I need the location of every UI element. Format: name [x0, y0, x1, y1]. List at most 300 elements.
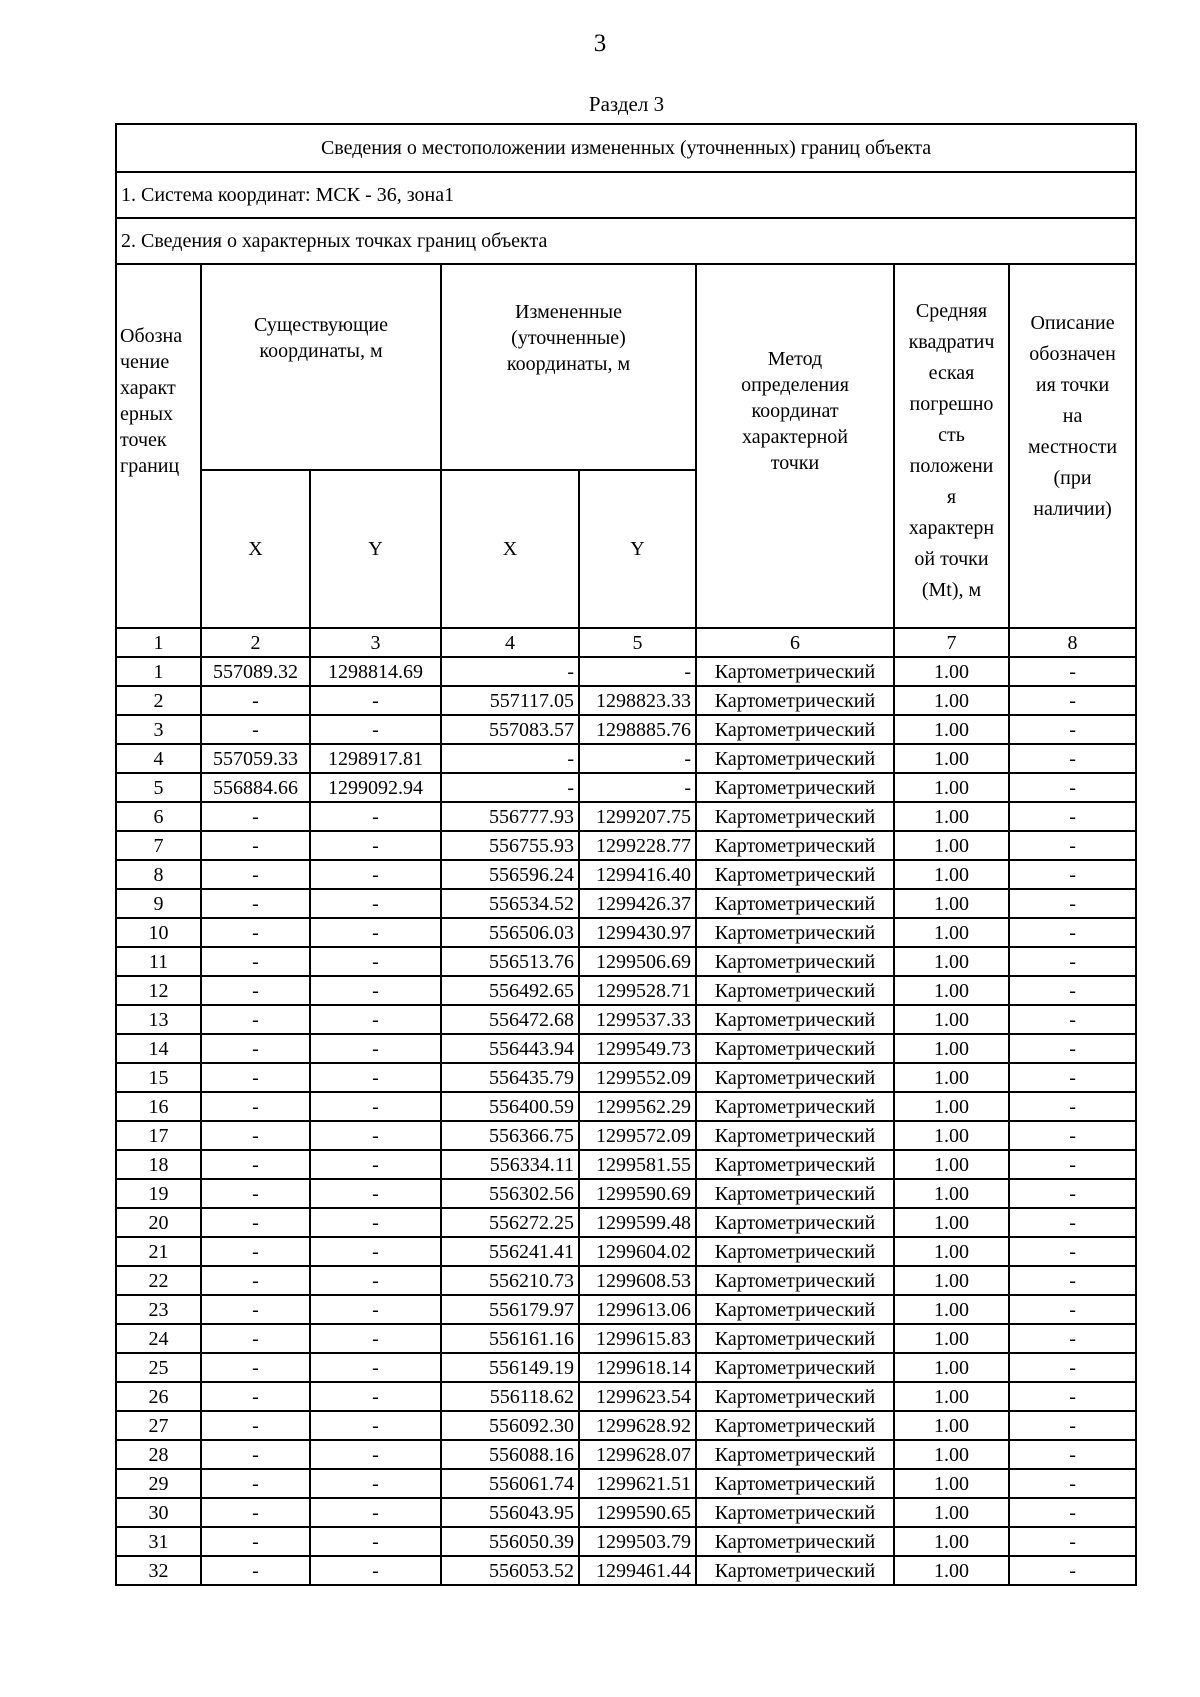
existing-x: -: [201, 715, 310, 744]
mean-error-cell: 1.00: [894, 918, 1009, 947]
table-row: [116, 686, 1136, 715]
existing-y: -: [310, 947, 441, 976]
changed-y: 1299537.33: [579, 1005, 696, 1034]
mean-error-cell: 1.00: [894, 889, 1009, 918]
existing-x: 557089.32: [201, 657, 310, 686]
existing-x: -: [201, 1382, 310, 1411]
table-row: [116, 1063, 1136, 1092]
point-id: 11: [116, 947, 201, 976]
changed-x: 556366.75: [441, 1121, 579, 1150]
existing-y: -: [310, 1150, 441, 1179]
description-cell: -: [1009, 831, 1136, 860]
changed-y: -: [579, 744, 696, 773]
point-id: 22: [116, 1266, 201, 1295]
method-cell: Картометрический: [696, 976, 894, 1005]
method-cell: Картометрический: [696, 773, 894, 802]
column-number: 3: [310, 628, 441, 657]
table-row: [116, 1179, 1136, 1208]
existing-y: -: [310, 918, 441, 947]
existing-x: -: [201, 918, 310, 947]
existing-y: -: [310, 1063, 441, 1092]
description-cell: -: [1009, 715, 1136, 744]
table-row: [116, 1237, 1136, 1266]
mean-error-cell: 1.00: [894, 976, 1009, 1005]
column-number: 5: [579, 628, 696, 657]
point-id: 6: [116, 802, 201, 831]
header-point-designation: [116, 264, 201, 628]
existing-y: -: [310, 860, 441, 889]
table-row: [116, 1295, 1136, 1324]
changed-x: 556241.41: [441, 1237, 579, 1266]
description-cell: -: [1009, 657, 1136, 686]
existing-x: -: [201, 1237, 310, 1266]
point-id: 1: [116, 657, 201, 686]
mean-error-cell: 1.00: [894, 1469, 1009, 1498]
description-cell: -: [1009, 1092, 1136, 1121]
method-cell: Картометрический: [696, 1324, 894, 1353]
changed-x: 556334.11: [441, 1150, 579, 1179]
changed-y: 1299430.97: [579, 918, 696, 947]
method-cell: Картометрический: [696, 1382, 894, 1411]
table-row: [116, 1150, 1136, 1179]
changed-y: 1299581.55: [579, 1150, 696, 1179]
point-id: 14: [116, 1034, 201, 1063]
column-number: 8: [1009, 628, 1136, 657]
mean-error-cell: 1.00: [894, 802, 1009, 831]
mean-error-cell: 1.00: [894, 1121, 1009, 1150]
existing-y: -: [310, 1382, 441, 1411]
table-row: [116, 976, 1136, 1005]
mean-error-cell: 1.00: [894, 1382, 1009, 1411]
table-row: [116, 1527, 1136, 1556]
changed-x: 556149.19: [441, 1353, 579, 1382]
table-row: [116, 802, 1136, 831]
table-row: [116, 744, 1136, 773]
point-id: 17: [116, 1121, 201, 1150]
coordinate-system: 1. Система координат: МСК - 36, зона1: [116, 172, 1136, 218]
existing-y: -: [310, 802, 441, 831]
changed-x: 556443.94: [441, 1034, 579, 1063]
changed-y: 1299604.02: [579, 1237, 696, 1266]
mean-error-cell: 1.00: [894, 1266, 1009, 1295]
existing-x: -: [201, 1295, 310, 1324]
changed-x: 556506.03: [441, 918, 579, 947]
method-cell: Картометрический: [696, 1469, 894, 1498]
point-id: 28: [116, 1440, 201, 1469]
existing-y: -: [310, 889, 441, 918]
point-id: 12: [116, 976, 201, 1005]
method-cell: Картометрический: [696, 1527, 894, 1556]
existing-x: -: [201, 1324, 310, 1353]
changed-x: 556777.93: [441, 802, 579, 831]
changed-y: 1298885.76: [579, 715, 696, 744]
header-changed-coordinates: [441, 264, 696, 470]
changed-y: 1299590.69: [579, 1179, 696, 1208]
table-row: [116, 1440, 1136, 1469]
existing-x: -: [201, 947, 310, 976]
description-cell: -: [1009, 1150, 1136, 1179]
changed-x: 556472.68: [441, 1005, 579, 1034]
table-row: [116, 1353, 1136, 1382]
existing-y: -: [310, 1324, 441, 1353]
method-cell: Картометрический: [696, 1237, 894, 1266]
table-row: [116, 889, 1136, 918]
changed-x: 556050.39: [441, 1527, 579, 1556]
existing-y: -: [310, 1469, 441, 1498]
method-cell: Картометрический: [696, 1440, 894, 1469]
description-cell: -: [1009, 1266, 1136, 1295]
point-id: 26: [116, 1382, 201, 1411]
changed-y: 1299562.29: [579, 1092, 696, 1121]
method-cell: Картометрический: [696, 947, 894, 976]
point-id: 31: [116, 1527, 201, 1556]
header-mean-error-text: Средняя квадратич еская погрешно сть положени я характерн ой точки (Mt), м: [908, 300, 995, 601]
existing-y: -: [310, 1034, 441, 1063]
header-existing-y: Y: [310, 470, 441, 628]
point-id: 32: [116, 1556, 201, 1585]
changed-x: 556092.30: [441, 1411, 579, 1440]
existing-y: -: [310, 1498, 441, 1527]
changed-y: 1299621.51: [579, 1469, 696, 1498]
mean-error-cell: 1.00: [894, 831, 1009, 860]
point-id: 5: [116, 773, 201, 802]
mean-error-cell: 1.00: [894, 686, 1009, 715]
changed-x: 556053.52: [441, 1556, 579, 1585]
method-cell: Картометрический: [696, 802, 894, 831]
method-cell: Картометрический: [696, 744, 894, 773]
mean-error-cell: 1.00: [894, 715, 1009, 744]
header-method-text: Метод определения координат характерной точки: [741, 348, 849, 474]
description-cell: -: [1009, 1411, 1136, 1440]
mean-error-cell: 1.00: [894, 1411, 1009, 1440]
existing-x: -: [201, 1556, 310, 1585]
table-row: [116, 715, 1136, 744]
point-id: 21: [116, 1237, 201, 1266]
point-id: 25: [116, 1353, 201, 1382]
mean-error-cell: 1.00: [894, 1034, 1009, 1063]
description-cell: -: [1009, 1440, 1136, 1469]
description-cell: -: [1009, 1353, 1136, 1382]
header-changed-coordinates-text: Измененные (уточненные) координаты, м: [506, 301, 631, 375]
changed-x: 556088.16: [441, 1440, 579, 1469]
point-id: 29: [116, 1469, 201, 1498]
changed-y: 1299599.48: [579, 1208, 696, 1237]
header-point-designation-text: Обозна чение характ ерных точек границ: [120, 325, 183, 477]
description-cell: -: [1009, 1237, 1136, 1266]
changed-x: 556596.24: [441, 860, 579, 889]
method-cell: Картометрический: [696, 686, 894, 715]
description-cell: -: [1009, 947, 1136, 976]
changed-x: 556043.95: [441, 1498, 579, 1527]
table-row: [116, 1005, 1136, 1034]
coordinates-table: [115, 123, 1137, 1586]
header-method: [696, 264, 894, 628]
changed-x: 556492.65: [441, 976, 579, 1005]
column-number-row: [116, 628, 1136, 657]
changed-y: 1299506.69: [579, 947, 696, 976]
column-number: 2: [201, 628, 310, 657]
existing-x: -: [201, 1005, 310, 1034]
mean-error-cell: 1.00: [894, 1498, 1009, 1527]
description-cell: -: [1009, 802, 1136, 831]
existing-x: -: [201, 860, 310, 889]
method-cell: Картометрический: [696, 657, 894, 686]
changed-x: 556210.73: [441, 1266, 579, 1295]
header-existing-x: X: [201, 470, 310, 628]
changed-y: 1299608.53: [579, 1266, 696, 1295]
header-description: [1009, 264, 1136, 628]
table-row: [116, 1092, 1136, 1121]
table-row: [116, 860, 1136, 889]
existing-y: -: [310, 1092, 441, 1121]
description-cell: -: [1009, 1382, 1136, 1411]
description-cell: -: [1009, 1469, 1136, 1498]
method-cell: Картометрический: [696, 1411, 894, 1440]
existing-x: -: [201, 1527, 310, 1556]
existing-y: -: [310, 1527, 441, 1556]
column-number: 4: [441, 628, 579, 657]
point-id: 15: [116, 1063, 201, 1092]
description-cell: -: [1009, 1324, 1136, 1353]
existing-y: 1298917.81: [310, 744, 441, 773]
method-cell: Картометрический: [696, 1498, 894, 1527]
table-row: [116, 1208, 1136, 1237]
method-cell: Картометрический: [696, 1295, 894, 1324]
existing-x: -: [201, 1266, 310, 1295]
existing-x: -: [201, 686, 310, 715]
header-changed-x: X: [441, 470, 579, 628]
existing-x: -: [201, 1092, 310, 1121]
column-number: 7: [894, 628, 1009, 657]
changed-x: 556755.93: [441, 831, 579, 860]
description-cell: -: [1009, 1121, 1136, 1150]
changed-y: 1299416.40: [579, 860, 696, 889]
header-description-text: Описание обозначен ия точки на местности (при наличии): [1027, 311, 1118, 520]
description-cell: -: [1009, 1179, 1136, 1208]
changed-y: 1299628.92: [579, 1411, 696, 1440]
existing-x: -: [201, 1208, 310, 1237]
changed-y: 1299572.09: [579, 1121, 696, 1150]
point-id: 3: [116, 715, 201, 744]
existing-y: -: [310, 1266, 441, 1295]
changed-x: -: [441, 744, 579, 773]
changed-y: 1299628.07: [579, 1440, 696, 1469]
method-cell: Картометрический: [696, 1121, 894, 1150]
method-cell: Картометрический: [696, 1005, 894, 1034]
changed-x: 557117.05: [441, 686, 579, 715]
changed-x: 556435.79: [441, 1063, 579, 1092]
existing-x: -: [201, 1121, 310, 1150]
mean-error-cell: 1.00: [894, 744, 1009, 773]
changed-x: 556302.56: [441, 1179, 579, 1208]
point-id: 30: [116, 1498, 201, 1527]
point-id: 24: [116, 1324, 201, 1353]
table-row: [116, 1556, 1136, 1585]
column-number: 1: [116, 628, 201, 657]
point-id: 19: [116, 1179, 201, 1208]
changed-y: 1299552.09: [579, 1063, 696, 1092]
existing-x: 556884.66: [201, 773, 310, 802]
changed-y: 1299615.83: [579, 1324, 696, 1353]
existing-x: -: [201, 1150, 310, 1179]
table-row: [116, 1121, 1136, 1150]
point-id: 4: [116, 744, 201, 773]
existing-x: -: [201, 1498, 310, 1527]
changed-y: 1298823.33: [579, 686, 696, 715]
changed-y: 1299228.77: [579, 831, 696, 860]
point-id: 18: [116, 1150, 201, 1179]
description-cell: -: [1009, 773, 1136, 802]
mean-error-cell: 1.00: [894, 657, 1009, 686]
header-mean-error: [894, 264, 1009, 628]
method-cell: Картометрический: [696, 1353, 894, 1382]
existing-x: 557059.33: [201, 744, 310, 773]
table-row: [116, 918, 1136, 947]
description-cell: -: [1009, 889, 1136, 918]
changed-y: 1299528.71: [579, 976, 696, 1005]
existing-x: -: [201, 1440, 310, 1469]
table-row: [116, 657, 1136, 686]
method-cell: Картометрический: [696, 715, 894, 744]
description-cell: -: [1009, 976, 1136, 1005]
method-cell: Картометрический: [696, 1266, 894, 1295]
point-id: 2: [116, 686, 201, 715]
changed-y: 1299549.73: [579, 1034, 696, 1063]
description-cell: -: [1009, 1005, 1136, 1034]
table-row: [116, 1382, 1136, 1411]
changed-y: 1299613.06: [579, 1295, 696, 1324]
header-changed-y: Y: [579, 470, 696, 628]
table-row: [116, 1324, 1136, 1353]
changed-y: -: [579, 773, 696, 802]
existing-y: -: [310, 976, 441, 1005]
existing-x: -: [201, 1063, 310, 1092]
mean-error-cell: 1.00: [894, 1179, 1009, 1208]
point-id: 7: [116, 831, 201, 860]
method-cell: Картометрический: [696, 1150, 894, 1179]
existing-x: -: [201, 831, 310, 860]
table-row: [116, 831, 1136, 860]
table-row: [116, 1266, 1136, 1295]
mean-error-cell: 1.00: [894, 1324, 1009, 1353]
method-cell: Картометрический: [696, 831, 894, 860]
existing-y: -: [310, 1353, 441, 1382]
mean-error-cell: 1.00: [894, 1556, 1009, 1585]
existing-y: -: [310, 831, 441, 860]
table-row: [116, 1498, 1136, 1527]
section-title: Раздел 3: [588, 92, 665, 116]
point-id: 13: [116, 1005, 201, 1034]
existing-y: -: [310, 1237, 441, 1266]
changed-x: 556161.16: [441, 1324, 579, 1353]
mean-error-cell: 1.00: [894, 1092, 1009, 1121]
description-cell: -: [1009, 1208, 1136, 1237]
mean-error-cell: 1.00: [894, 947, 1009, 976]
mean-error-cell: 1.00: [894, 1237, 1009, 1266]
description-cell: -: [1009, 1556, 1136, 1585]
changed-x: 556400.59: [441, 1092, 579, 1121]
existing-x: -: [201, 1034, 310, 1063]
page-number: 3: [593, 30, 607, 57]
changed-y: 1299503.79: [579, 1527, 696, 1556]
table-title: Сведения о местоположении измененных (уточненных) границ объекта: [116, 124, 1136, 172]
changed-x: 556061.74: [441, 1469, 579, 1498]
description-cell: -: [1009, 1063, 1136, 1092]
method-cell: Картометрический: [696, 889, 894, 918]
existing-y: -: [310, 1556, 441, 1585]
point-id: 10: [116, 918, 201, 947]
existing-x: -: [201, 1411, 310, 1440]
mean-error-cell: 1.00: [894, 773, 1009, 802]
mean-error-cell: 1.00: [894, 1150, 1009, 1179]
existing-x: -: [201, 1469, 310, 1498]
mean-error-cell: 1.00: [894, 860, 1009, 889]
method-cell: Картометрический: [696, 1092, 894, 1121]
table-row: [116, 1034, 1136, 1063]
table-row: [116, 1469, 1136, 1498]
existing-y: -: [310, 715, 441, 744]
description-cell: -: [1009, 1034, 1136, 1063]
mean-error-cell: 1.00: [894, 1005, 1009, 1034]
changed-x: 556118.62: [441, 1382, 579, 1411]
existing-x: -: [201, 889, 310, 918]
changed-x: 556179.97: [441, 1295, 579, 1324]
column-number: 6: [696, 628, 894, 657]
existing-y: 1298814.69: [310, 657, 441, 686]
mean-error-cell: 1.00: [894, 1527, 1009, 1556]
method-cell: Картометрический: [696, 1179, 894, 1208]
table-row: [116, 773, 1136, 802]
description-cell: -: [1009, 1295, 1136, 1324]
existing-y: -: [310, 1411, 441, 1440]
point-id: 23: [116, 1295, 201, 1324]
changed-y: 1299623.54: [579, 1382, 696, 1411]
changed-y: -: [579, 657, 696, 686]
point-id: 9: [116, 889, 201, 918]
existing-x: -: [201, 1179, 310, 1208]
description-cell: -: [1009, 1527, 1136, 1556]
mean-error-cell: 1.00: [894, 1440, 1009, 1469]
header-existing-coordinates: [201, 264, 441, 470]
method-cell: Картометрический: [696, 1034, 894, 1063]
changed-x: -: [441, 773, 579, 802]
changed-y: 1299618.14: [579, 1353, 696, 1382]
points-heading: 2. Сведения о характерных точках границ объекта: [116, 218, 1136, 264]
table-row: [116, 947, 1136, 976]
method-cell: Картометрический: [696, 918, 894, 947]
existing-x: -: [201, 802, 310, 831]
existing-y: -: [310, 1179, 441, 1208]
method-cell: Картометрический: [696, 1208, 894, 1237]
changed-x: 556513.76: [441, 947, 579, 976]
changed-y: 1299461.44: [579, 1556, 696, 1585]
point-id: 27: [116, 1411, 201, 1440]
description-cell: -: [1009, 686, 1136, 715]
existing-y: -: [310, 1005, 441, 1034]
changed-y: 1299590.65: [579, 1498, 696, 1527]
method-cell: Картометрический: [696, 860, 894, 889]
mean-error-cell: 1.00: [894, 1295, 1009, 1324]
existing-y: -: [310, 1295, 441, 1324]
existing-y: -: [310, 1121, 441, 1150]
point-id: 16: [116, 1092, 201, 1121]
existing-y: -: [310, 1208, 441, 1237]
changed-x: -: [441, 657, 579, 686]
changed-x: 557083.57: [441, 715, 579, 744]
header-existing-coordinates-text: Существующие координаты, м: [254, 314, 388, 362]
description-cell: -: [1009, 744, 1136, 773]
description-cell: -: [1009, 1498, 1136, 1527]
